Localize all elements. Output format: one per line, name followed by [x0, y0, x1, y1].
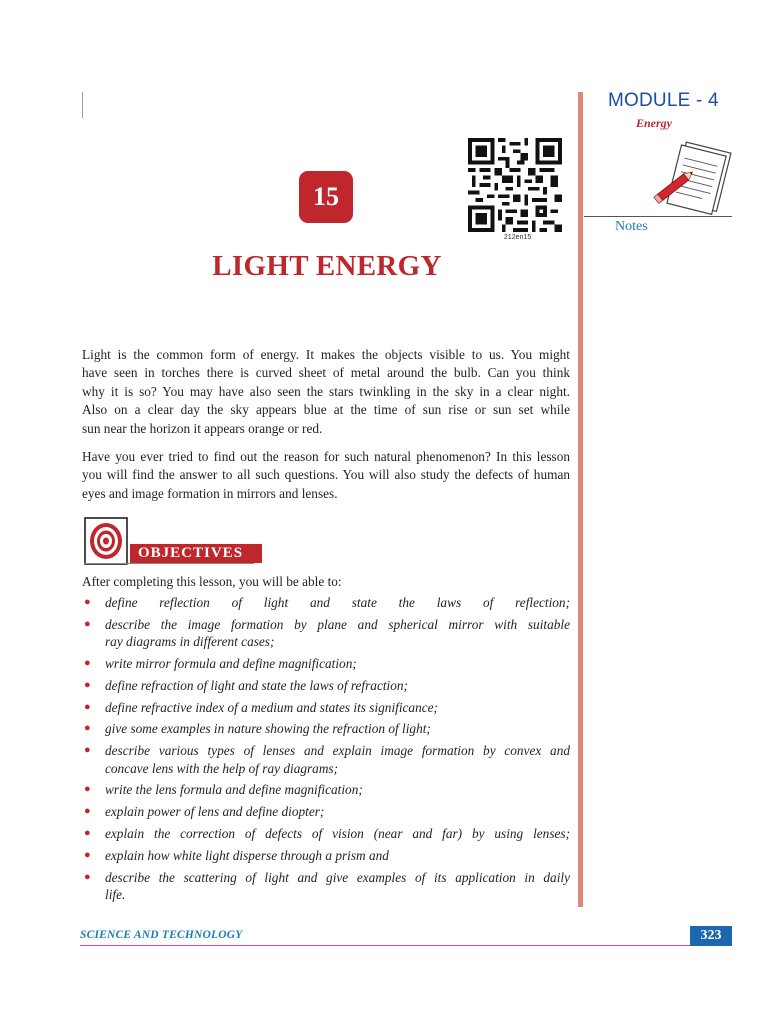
notes-label: Notes	[615, 219, 648, 234]
list-item: ● give some examples in nature showing the refraction of light;	[84, 721, 431, 737]
bullet-icon: ●	[84, 744, 91, 757]
intro-paragraph-1	[82, 346, 570, 438]
paragraph-line: Also on a clear day the sky appears blue at the time of sun rise or sun set while	[82, 402, 570, 418]
list-item: ● write the lens formula and define magnification;	[84, 782, 363, 798]
paragraph-line: why it is so? You may have also seen the stars twinkling in the sky in a clear night.	[82, 383, 570, 399]
bullet-icon: ●	[84, 596, 91, 608]
list-item: ● describe various types of lenses and explain image formation by convex and concave lens with the help of ray diagrams;	[84, 743, 570, 776]
intro-paragraph-2	[82, 448, 570, 503]
paragraph-line: eyes and image formation in mirrors and lenses.	[82, 485, 338, 501]
bullet-icon: ●	[84, 848, 91, 861]
paragraph-line: Have you ever tried to find out the reason for such natural phenomenon? In this lesson	[82, 449, 570, 464]
list-item: ● describe the scattering of light and give examples of its application in daily life.	[84, 869, 570, 902]
footer-label: SCIENCE AND TECHNOLOGY	[80, 929, 243, 941]
bullet-icon: ●	[84, 805, 91, 818]
objectives-list	[82, 594, 570, 908]
objectives-heading: OBJECTIVES	[130, 544, 262, 563]
list-item: ● define refraction of light and state the laws of refraction;	[84, 677, 408, 693]
bullet-icon: ●	[84, 870, 91, 883]
qr-caption: 212en15	[504, 234, 532, 241]
module-subtitle: Energy	[636, 116, 672, 130]
list-item: ● describe the image formation by plane and spherical mirror with suitable ray diagrams in different cases;	[84, 616, 570, 650]
bullet-icon: ●	[84, 783, 91, 796]
list-item: ● explain how white light disperse through a prism and	[84, 847, 389, 863]
bullet-icon: ●	[84, 722, 91, 735]
notepad-pencil-icon	[652, 140, 736, 218]
paragraph-line: have seen in torches there is curved sheet of metal around the bulb. Can you think	[82, 365, 570, 381]
chapter-title: LIGHT ENERGY	[212, 250, 442, 282]
qr-code	[466, 138, 564, 232]
bullet-icon: ●	[84, 700, 91, 713]
list-item: ● write mirror formula and define magnification;	[84, 656, 357, 671]
bullet-icon: ●	[84, 657, 91, 669]
bullet-icon: ●	[84, 678, 91, 691]
paragraph-line: sun near the horizon it appears orange or red.	[82, 420, 323, 436]
list-item: ● define reflection of light and state the laws of reflection;	[84, 595, 570, 610]
paragraph-line: you will find the answer to all such questions. You will also study the defects of human	[82, 467, 570, 483]
footer-rule	[80, 945, 690, 946]
crop-mark	[82, 92, 83, 118]
bullet-icon: ●	[84, 826, 91, 839]
paragraph-line: Light is the common form of energy. It makes the objects visible to us. You might	[82, 347, 570, 362]
objectives-intro: After completing this lesson, you will be able to:	[82, 574, 342, 589]
module-title: MODULE - 4	[608, 90, 719, 111]
bullet-icon: ●	[84, 617, 91, 630]
list-item: ● explain the correction of defects of vision (near and far) by using lenses;	[84, 825, 570, 841]
list-item: ● define refractive index of a medium and states its significance;	[84, 699, 438, 715]
list-item: ● explain power of lens and define diopter;	[84, 804, 325, 820]
chapter-number-badge: 15	[299, 171, 353, 223]
target-icon	[84, 517, 128, 565]
margin-divider-bar	[578, 92, 583, 907]
objectives-rule	[84, 563, 254, 564]
notes-rule	[584, 216, 732, 217]
page-number: 323	[690, 926, 732, 946]
